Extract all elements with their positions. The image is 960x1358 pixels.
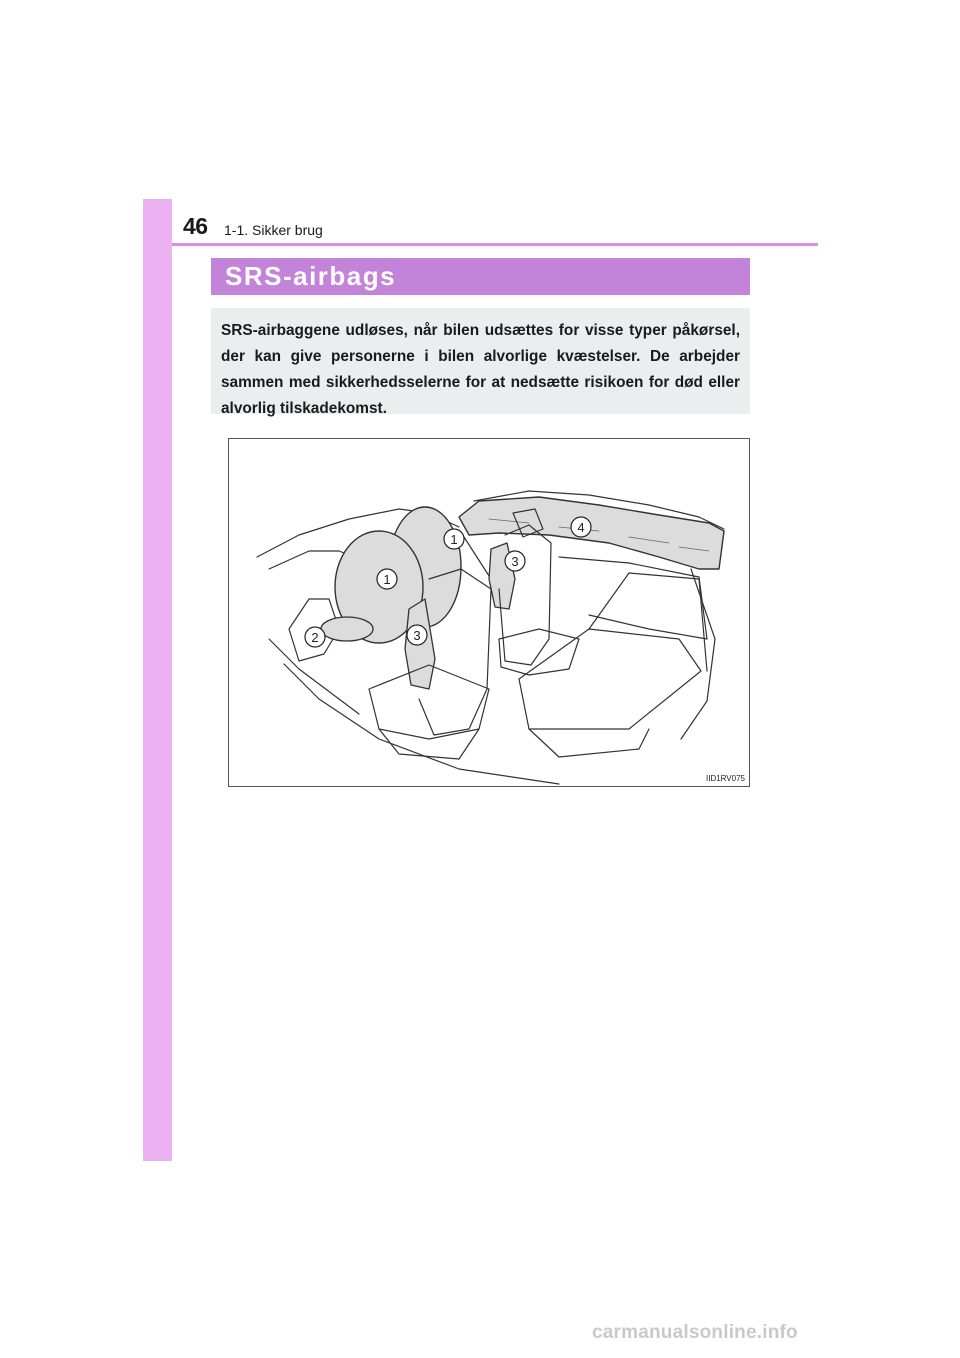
- floor-line-2: [269, 639, 359, 714]
- callout-1b: 1: [383, 572, 391, 587]
- rear-door: [559, 557, 707, 639]
- callout-1a: 1: [450, 532, 458, 547]
- chapter-side-tab: [143, 199, 172, 1161]
- watermark: carmanualsonline.info: [592, 1322, 798, 1343]
- page-number: 46: [183, 213, 208, 239]
- callout-4: 4: [577, 520, 585, 535]
- intro-box: [211, 308, 750, 417]
- rear-seat-base: [529, 729, 649, 757]
- callout-3b: 3: [511, 554, 519, 569]
- airbag-illustration: [228, 438, 750, 787]
- header-divider: [172, 243, 818, 246]
- rear-seat-back: [589, 573, 707, 671]
- callout-2: 2: [311, 630, 319, 645]
- passenger-seat-cushion: [499, 629, 579, 675]
- section-title-band: [211, 258, 750, 295]
- section-title: SRS-airbags: [225, 261, 397, 291]
- b-pillar: [681, 569, 715, 739]
- rear-seat-cushion: [519, 629, 701, 729]
- section-reference: 1-1. Sikker brug: [224, 222, 323, 238]
- intro-text: SRS-airbaggene udløses, når bilen udsættes for visse typer påkørsel, der kan give personerne i bilen alvorlige kvæstelser. De arbejder sammen med sikkerhedsselerne for at nedsætte risikoen for død eller alvorlig tilskadekomst.: [221, 322, 740, 417]
- callout-3a: 3: [413, 628, 421, 643]
- knee-airbag: [321, 617, 373, 641]
- figure-id: IID1RV075: [706, 774, 745, 783]
- car-interior-drawing: [229, 439, 749, 786]
